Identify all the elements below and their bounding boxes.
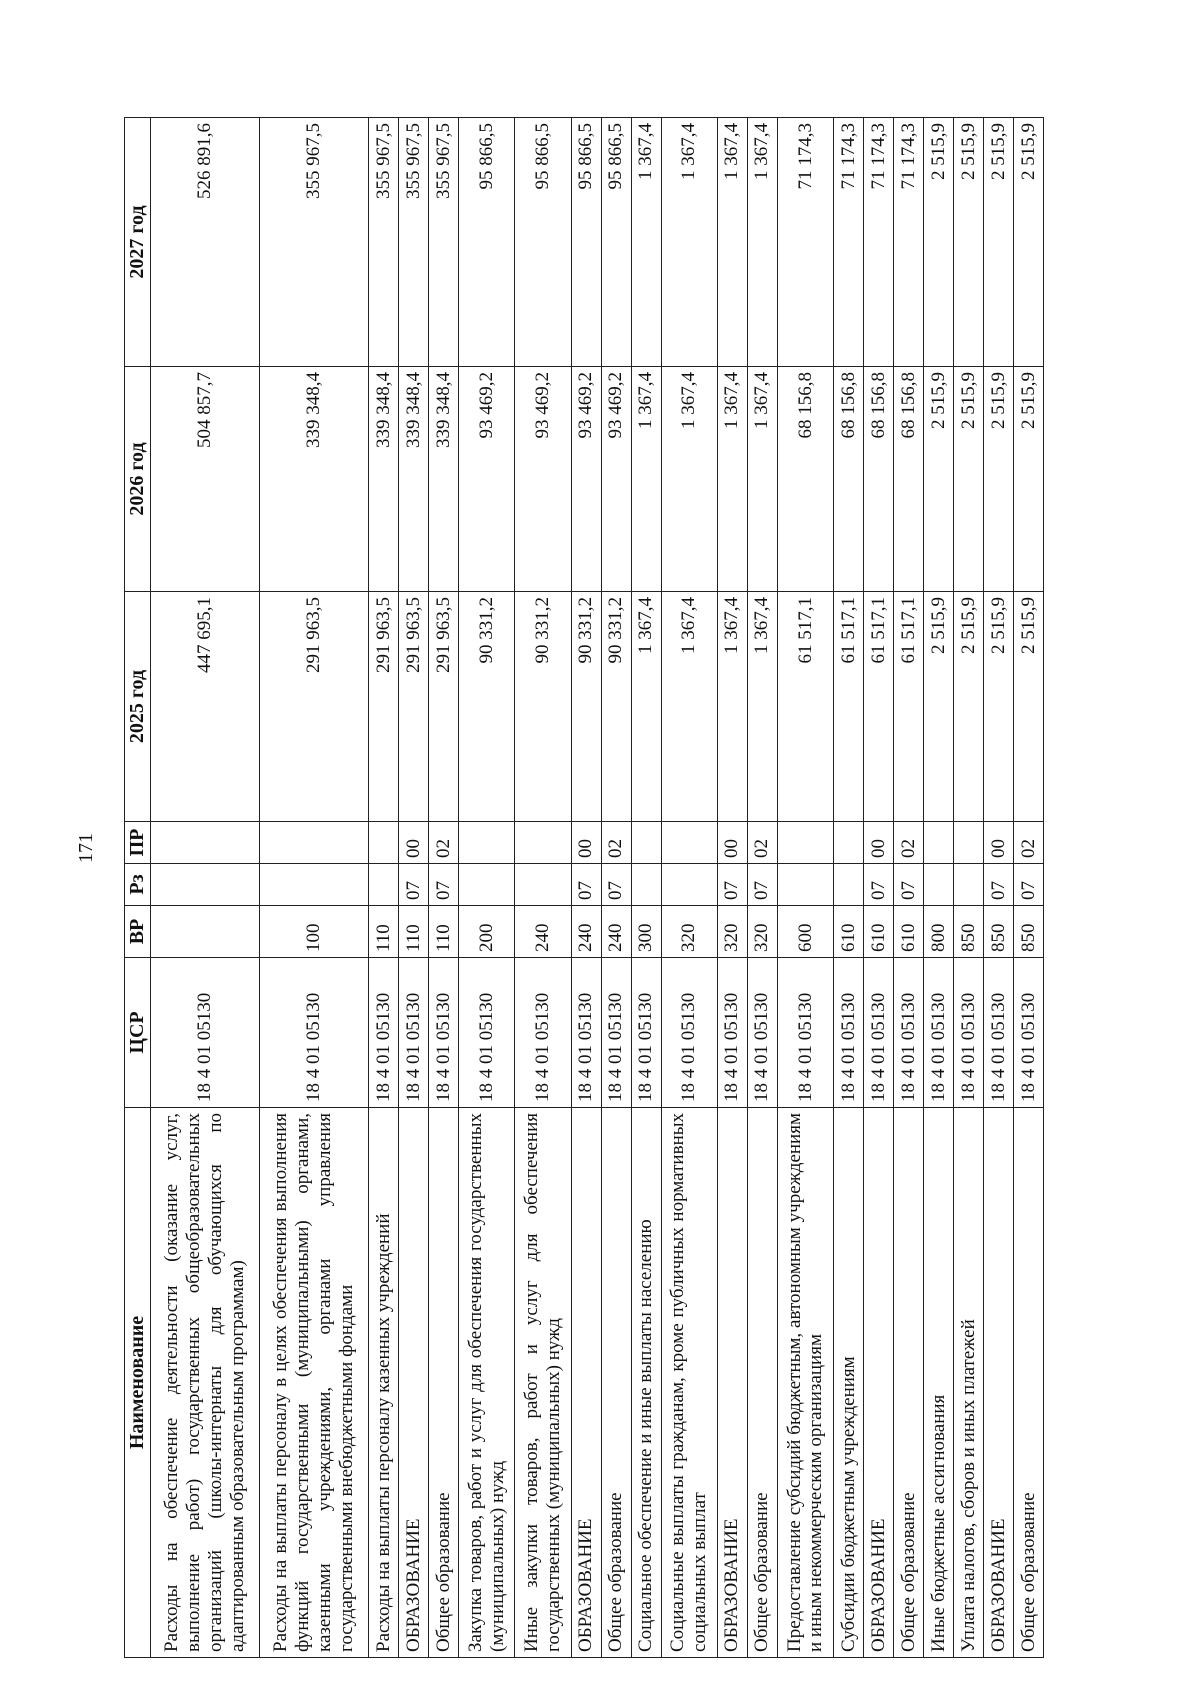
cell-2027: 71 174,3 bbox=[777, 118, 833, 367]
cell-2027: 2 515,9 bbox=[1013, 118, 1043, 367]
header-csr: ЦСР bbox=[125, 958, 151, 1108]
cell-rz bbox=[777, 864, 833, 906]
cell-pr bbox=[834, 822, 864, 864]
cell-rz: 07 bbox=[894, 864, 924, 906]
cell-name: Расходы на обеспечение деятельности (оказание услуг, выполнение работ) государственных общеобразовательных организаций (школы-интернаты для обучающихся по адаптированным образовательным программам) bbox=[151, 1108, 260, 1658]
cell-csr: 18 4 01 05130 bbox=[151, 958, 260, 1108]
cell-rz: 07 bbox=[747, 864, 777, 906]
cell-vr: 100 bbox=[260, 906, 369, 958]
cell-2025: 1 367,4 bbox=[717, 592, 747, 822]
cell-2026: 339 348,4 bbox=[369, 367, 399, 592]
cell-2027: 2 515,9 bbox=[954, 118, 984, 367]
cell-2026: 93 469,2 bbox=[601, 367, 631, 592]
cell-pr: 02 bbox=[747, 822, 777, 864]
cell-vr: 320 bbox=[661, 906, 717, 958]
cell-pr bbox=[515, 822, 571, 864]
cell-2025: 61 517,1 bbox=[834, 592, 864, 822]
cell-2026: 68 156,8 bbox=[894, 367, 924, 592]
cell-vr: 110 bbox=[369, 906, 399, 958]
cell-pr: 02 bbox=[429, 822, 459, 864]
table-row bbox=[983, 118, 1013, 1658]
cell-name: Расходы на выплаты персоналу в целях обеспечения выполнения функций государственными (муниципальными) органами, казенными учреждениями, органами управления государственными внебюджетными фондами bbox=[260, 1108, 369, 1658]
cell-name: ОБРАЗОВАНИЕ bbox=[571, 1108, 601, 1658]
cell-csr: 18 4 01 05130 bbox=[571, 958, 601, 1108]
cell-2026: 1 367,4 bbox=[717, 367, 747, 592]
table-row bbox=[260, 118, 369, 1658]
table-row bbox=[1013, 118, 1043, 1658]
cell-2027: 355 967,5 bbox=[399, 118, 429, 367]
cell-2026: 93 469,2 bbox=[458, 367, 514, 592]
header-pr: ПР bbox=[125, 822, 151, 864]
cell-vr: 240 bbox=[515, 906, 571, 958]
cell-rz bbox=[834, 864, 864, 906]
cell-rz bbox=[661, 864, 717, 906]
table-row bbox=[717, 118, 747, 1658]
cell-2025: 61 517,1 bbox=[894, 592, 924, 822]
cell-2026: 2 515,9 bbox=[924, 367, 954, 592]
cell-2027: 95 866,5 bbox=[601, 118, 631, 367]
table-row bbox=[369, 118, 399, 1658]
cell-csr: 18 4 01 05130 bbox=[717, 958, 747, 1108]
table-row bbox=[429, 118, 459, 1658]
cell-2026: 1 367,4 bbox=[747, 367, 777, 592]
cell-vr: 240 bbox=[571, 906, 601, 958]
cell-2026: 68 156,8 bbox=[864, 367, 894, 592]
cell-2027: 2 515,9 bbox=[983, 118, 1013, 367]
cell-rz: 07 bbox=[429, 864, 459, 906]
cell-vr: 850 bbox=[1013, 906, 1043, 958]
cell-2025: 1 367,4 bbox=[747, 592, 777, 822]
cell-vr: 240 bbox=[601, 906, 631, 958]
cell-rz bbox=[151, 864, 260, 906]
cell-2027: 355 967,5 bbox=[260, 118, 369, 367]
cell-2025: 1 367,4 bbox=[661, 592, 717, 822]
cell-name: Закупка товаров, работ и услуг для обеспечения государственных (муниципальных) нужд bbox=[458, 1108, 514, 1658]
cell-2027: 95 866,5 bbox=[458, 118, 514, 367]
cell-2025: 2 515,9 bbox=[983, 592, 1013, 822]
header-2025: 2025 год bbox=[125, 592, 151, 822]
cell-pr: 00 bbox=[399, 822, 429, 864]
cell-2027: 1 367,4 bbox=[631, 118, 661, 367]
table-row bbox=[601, 118, 631, 1658]
cell-name: Иные закупки товаров, работ и услуг для обеспечения государственных (муниципальных) нужд bbox=[515, 1108, 571, 1658]
cell-rz bbox=[924, 864, 954, 906]
cell-rz bbox=[369, 864, 399, 906]
table-header-row bbox=[125, 118, 151, 1658]
cell-2025: 447 695,1 bbox=[151, 592, 260, 822]
cell-pr: 02 bbox=[894, 822, 924, 864]
cell-2025: 2 515,9 bbox=[924, 592, 954, 822]
cell-2027: 71 174,3 bbox=[834, 118, 864, 367]
cell-2025: 2 515,9 bbox=[954, 592, 984, 822]
cell-pr bbox=[954, 822, 984, 864]
cell-2027: 355 967,5 bbox=[369, 118, 399, 367]
cell-name: Социальные выплаты гражданам, кроме публичных нормативных социальных выплат bbox=[661, 1108, 717, 1658]
cell-vr: 610 bbox=[894, 906, 924, 958]
cell-rz bbox=[631, 864, 661, 906]
table-row bbox=[515, 118, 571, 1658]
header-name: Наименование bbox=[125, 1108, 151, 1658]
header-2026: 2026 год bbox=[125, 367, 151, 592]
cell-2026: 1 367,4 bbox=[631, 367, 661, 592]
cell-csr: 18 4 01 05130 bbox=[515, 958, 571, 1108]
table-row bbox=[777, 118, 833, 1658]
cell-pr bbox=[260, 822, 369, 864]
cell-vr: 610 bbox=[864, 906, 894, 958]
cell-vr: 800 bbox=[924, 906, 954, 958]
cell-csr: 18 4 01 05130 bbox=[429, 958, 459, 1108]
cell-csr: 18 4 01 05130 bbox=[924, 958, 954, 1108]
cell-2025: 291 963,5 bbox=[429, 592, 459, 822]
cell-2026: 339 348,4 bbox=[399, 367, 429, 592]
cell-2027: 95 866,5 bbox=[571, 118, 601, 367]
cell-2026: 93 469,2 bbox=[515, 367, 571, 592]
cell-2026: 68 156,8 bbox=[834, 367, 864, 592]
cell-pr bbox=[661, 822, 717, 864]
page-number: 171 bbox=[74, 833, 97, 863]
table-row bbox=[747, 118, 777, 1658]
cell-2027: 1 367,4 bbox=[747, 118, 777, 367]
rotated-table-container bbox=[124, 118, 1044, 1658]
table-row bbox=[458, 118, 514, 1658]
cell-2026: 339 348,4 bbox=[260, 367, 369, 592]
cell-2027: 2 515,9 bbox=[924, 118, 954, 367]
cell-pr bbox=[369, 822, 399, 864]
table-row bbox=[924, 118, 954, 1658]
cell-2027: 1 367,4 bbox=[717, 118, 747, 367]
table-row bbox=[954, 118, 984, 1658]
cell-name: Общее образование bbox=[429, 1108, 459, 1658]
cell-name: ОБРАЗОВАНИЕ bbox=[399, 1108, 429, 1658]
table-row bbox=[834, 118, 864, 1658]
cell-2026: 1 367,4 bbox=[661, 367, 717, 592]
table-row bbox=[894, 118, 924, 1658]
cell-name: Общее образование bbox=[894, 1108, 924, 1658]
cell-2026: 2 515,9 bbox=[954, 367, 984, 592]
cell-csr: 18 4 01 05130 bbox=[631, 958, 661, 1108]
cell-rz: 07 bbox=[864, 864, 894, 906]
cell-pr bbox=[458, 822, 514, 864]
cell-pr: 02 bbox=[1013, 822, 1043, 864]
cell-2025: 1 367,4 bbox=[631, 592, 661, 822]
cell-rz bbox=[515, 864, 571, 906]
cell-rz bbox=[458, 864, 514, 906]
table-row bbox=[661, 118, 717, 1658]
cell-name: Иные бюджетные ассигнования bbox=[924, 1108, 954, 1658]
cell-vr: 850 bbox=[983, 906, 1013, 958]
cell-rz: 07 bbox=[1013, 864, 1043, 906]
cell-pr: 02 bbox=[601, 822, 631, 864]
cell-pr bbox=[631, 822, 661, 864]
cell-name: Общее образование bbox=[1013, 1108, 1043, 1658]
cell-2026: 2 515,9 bbox=[983, 367, 1013, 592]
cell-csr: 18 4 01 05130 bbox=[864, 958, 894, 1108]
cell-2026: 68 156,8 bbox=[777, 367, 833, 592]
cell-2025: 2 515,9 bbox=[1013, 592, 1043, 822]
cell-2026: 2 515,9 bbox=[1013, 367, 1043, 592]
cell-rz: 07 bbox=[571, 864, 601, 906]
cell-2027: 526 891,6 bbox=[151, 118, 260, 367]
cell-rz: 07 bbox=[601, 864, 631, 906]
cell-pr: 00 bbox=[864, 822, 894, 864]
table-row bbox=[151, 118, 260, 1658]
cell-pr bbox=[151, 822, 260, 864]
cell-2025: 90 331,2 bbox=[601, 592, 631, 822]
cell-2027: 71 174,3 bbox=[864, 118, 894, 367]
cell-2025: 61 517,1 bbox=[777, 592, 833, 822]
cell-csr: 18 4 01 05130 bbox=[983, 958, 1013, 1108]
cell-vr: 320 bbox=[747, 906, 777, 958]
cell-name: ОБРАЗОВАНИЕ bbox=[983, 1108, 1013, 1658]
cell-2025: 61 517,1 bbox=[864, 592, 894, 822]
cell-pr: 00 bbox=[571, 822, 601, 864]
cell-rz: 07 bbox=[717, 864, 747, 906]
cell-2026: 504 857,7 bbox=[151, 367, 260, 592]
cell-2025: 291 963,5 bbox=[399, 592, 429, 822]
cell-name: Общее образование bbox=[601, 1108, 631, 1658]
cell-2027: 95 866,5 bbox=[515, 118, 571, 367]
cell-vr: 110 bbox=[429, 906, 459, 958]
cell-vr bbox=[151, 906, 260, 958]
cell-vr: 200 bbox=[458, 906, 514, 958]
cell-2025: 291 963,5 bbox=[369, 592, 399, 822]
cell-2025: 291 963,5 bbox=[260, 592, 369, 822]
cell-pr: 00 bbox=[983, 822, 1013, 864]
cell-csr: 18 4 01 05130 bbox=[747, 958, 777, 1108]
cell-csr: 18 4 01 05130 bbox=[954, 958, 984, 1108]
cell-pr: 00 bbox=[717, 822, 747, 864]
table-row bbox=[571, 118, 601, 1658]
header-rz: Рз bbox=[125, 864, 151, 906]
cell-csr: 18 4 01 05130 bbox=[458, 958, 514, 1108]
header-2027: 2027 год bbox=[125, 118, 151, 367]
cell-name: Субсидии бюджетным учреждениям bbox=[834, 1108, 864, 1658]
cell-csr: 18 4 01 05130 bbox=[834, 958, 864, 1108]
cell-name: Социальное обеспечение и иные выплаты населению bbox=[631, 1108, 661, 1658]
cell-name: Уплата налогов, сборов и иных платежей bbox=[954, 1108, 984, 1658]
cell-pr bbox=[924, 822, 954, 864]
cell-rz: 07 bbox=[399, 864, 429, 906]
cell-vr: 610 bbox=[834, 906, 864, 958]
cell-name: ОБРАЗОВАНИЕ bbox=[717, 1108, 747, 1658]
cell-name: Общее образование bbox=[747, 1108, 777, 1658]
cell-csr: 18 4 01 05130 bbox=[601, 958, 631, 1108]
cell-name: Расходы на выплаты персоналу казенных учреждений bbox=[369, 1108, 399, 1658]
cell-2025: 90 331,2 bbox=[571, 592, 601, 822]
cell-vr: 320 bbox=[717, 906, 747, 958]
cell-csr: 18 4 01 05130 bbox=[1013, 958, 1043, 1108]
cell-rz bbox=[260, 864, 369, 906]
cell-csr: 18 4 01 05130 bbox=[894, 958, 924, 1108]
cell-name: ОБРАЗОВАНИЕ bbox=[864, 1108, 894, 1658]
cell-2026: 93 469,2 bbox=[571, 367, 601, 592]
table-row bbox=[631, 118, 661, 1658]
cell-csr: 18 4 01 05130 bbox=[369, 958, 399, 1108]
cell-vr: 600 bbox=[777, 906, 833, 958]
cell-csr: 18 4 01 05130 bbox=[777, 958, 833, 1108]
cell-vr: 110 bbox=[399, 906, 429, 958]
cell-2025: 90 331,2 bbox=[458, 592, 514, 822]
cell-2027: 71 174,3 bbox=[894, 118, 924, 367]
cell-pr bbox=[777, 822, 833, 864]
cell-csr: 18 4 01 05130 bbox=[661, 958, 717, 1108]
cell-csr: 18 4 01 05130 bbox=[399, 958, 429, 1108]
table-row bbox=[399, 118, 429, 1658]
cell-2027: 1 367,4 bbox=[661, 118, 717, 367]
budget-table bbox=[124, 117, 1044, 1658]
cell-2027: 355 967,5 bbox=[429, 118, 459, 367]
header-vr: ВР bbox=[125, 906, 151, 958]
cell-vr: 300 bbox=[631, 906, 661, 958]
cell-2025: 90 331,2 bbox=[515, 592, 571, 822]
cell-name: Предоставление субсидий бюджетным, автономным учреждениям и иным некоммерческим организациям bbox=[777, 1108, 833, 1658]
cell-vr: 850 bbox=[954, 906, 984, 958]
cell-rz: 07 bbox=[983, 864, 1013, 906]
table-row bbox=[864, 118, 894, 1658]
cell-rz bbox=[954, 864, 984, 906]
cell-2026: 339 348,4 bbox=[429, 367, 459, 592]
cell-csr: 18 4 01 05130 bbox=[260, 958, 369, 1108]
